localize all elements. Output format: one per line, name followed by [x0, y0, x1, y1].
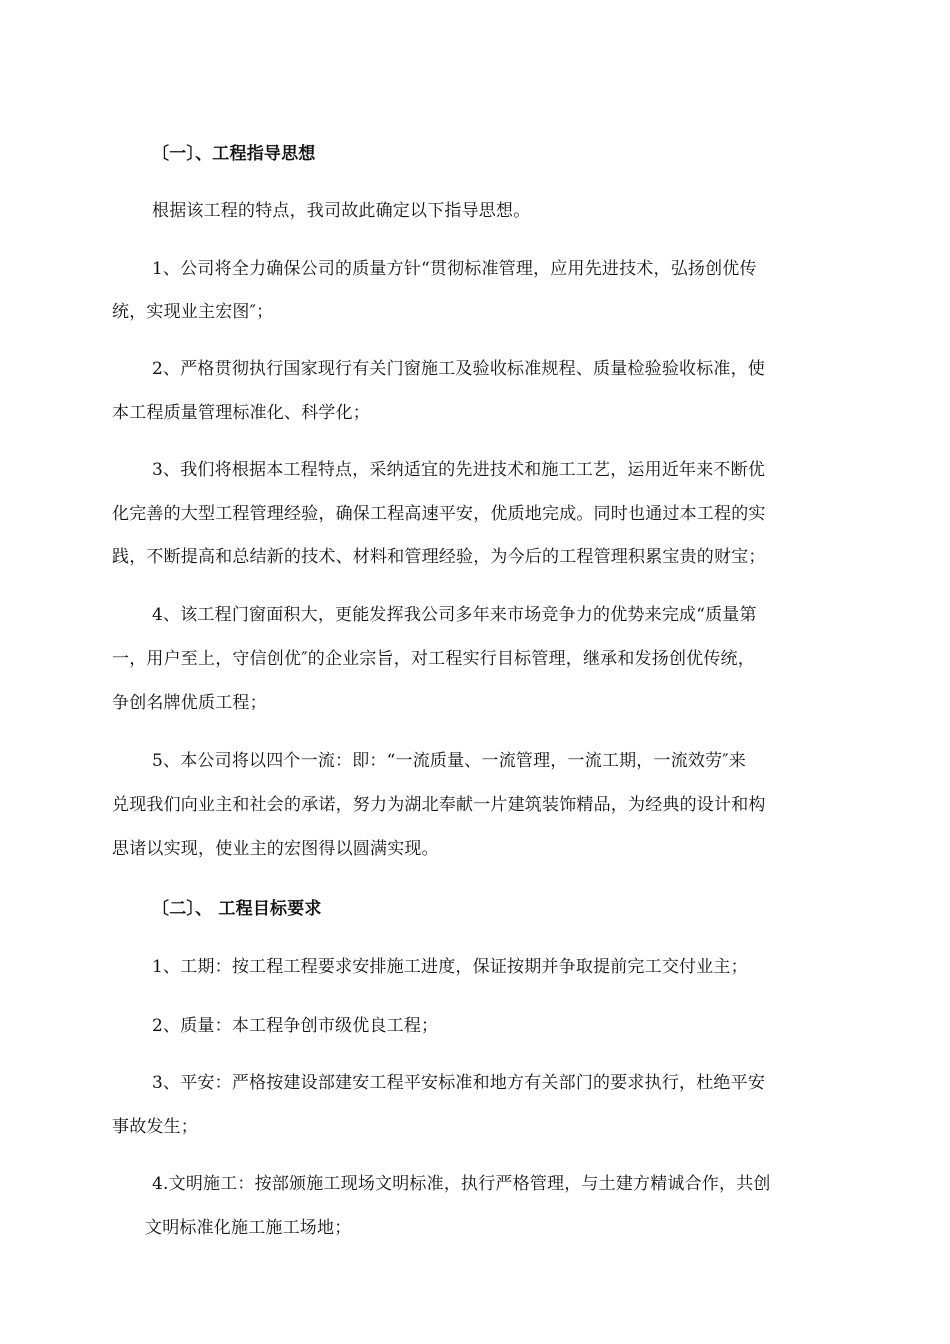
- section-1-heading: 〔一〕、工程指导思想: [152, 144, 316, 164]
- goal-1-line-1: 1、工期：按工程工程要求安排施工进度，保证按期并争取提前完工交付业主；: [152, 957, 748, 977]
- item-3-line-1: 3、我们将根据本工程特点，采纳适宜的先进技术和施工工艺，运用近年来不断优: [152, 460, 766, 480]
- item-3-line-3: 践，不断提高和总结新的技术、材料和管理经验，为今后的工程管理积累宝贵的财宝；: [112, 547, 766, 567]
- item-1-line-2: 统，实现业主宏图″；: [112, 302, 274, 322]
- item-4-line-1: 4、该工程门窗面积大，更能发挥我公司多年来市场竞争力的优势来完成“质量第: [152, 605, 757, 625]
- item-3-line-2: 化完善的大型工程管理经验，确保工程高速平安，优质地完成。同时也通过本工程的实: [112, 504, 766, 524]
- section-2-heading: 〔二〕、 工程目标要求: [152, 899, 322, 919]
- item-1-line-1: 1、公司将全力确保公司的质量方针“贯彻标准管理，应用先进技术，弘扬创优传: [152, 259, 757, 279]
- goal-2-line-1: 2、质量：本工程争创市级优良工程；: [152, 1016, 439, 1036]
- goal-4-line-2: 文明标准化施工施工场地；: [145, 1218, 352, 1238]
- item-5-line-2: 兑现我们向业主和社会的承诺，努力为湖北奉献一片建筑装饰精品，为经典的设计和构: [112, 795, 766, 815]
- goal-4-line-1: 4.文明施工：按部颁施工现场文明标准，执行严格管理，与土建方精诚合作，共创: [152, 1174, 771, 1194]
- section-1-intro: 根据该工程的特点，我司故此确定以下指导思想。: [152, 201, 531, 221]
- item-5-line-1: 5、本公司将以四个一流：即：“一流质量、一流管理，一流工期，一流效劳″来: [152, 751, 747, 771]
- item-5-line-3: 思诸以实现，使业主的宏图得以圆满实现。: [112, 839, 439, 859]
- item-2-line-1: 2、严格贯彻执行国家现行有关门窗施工及验收标准规程、质量检验验收标准，使: [152, 359, 766, 379]
- goal-3-line-2: 事故发生；: [112, 1117, 198, 1137]
- goal-3-line-1: 3、平安：严格按建设部建安工程平安标准和地方有关部门的要求执行，杜绝平安: [152, 1073, 766, 1093]
- item-2-line-2: 本工程质量管理标准化、科学化；: [112, 403, 370, 423]
- item-4-line-3: 争创名牌优质工程；: [112, 693, 267, 713]
- item-4-line-2: 一，用户至上，守信创优″的企业宗旨，对工程实行目标管理，继承和发扬创优传统，: [112, 649, 755, 669]
